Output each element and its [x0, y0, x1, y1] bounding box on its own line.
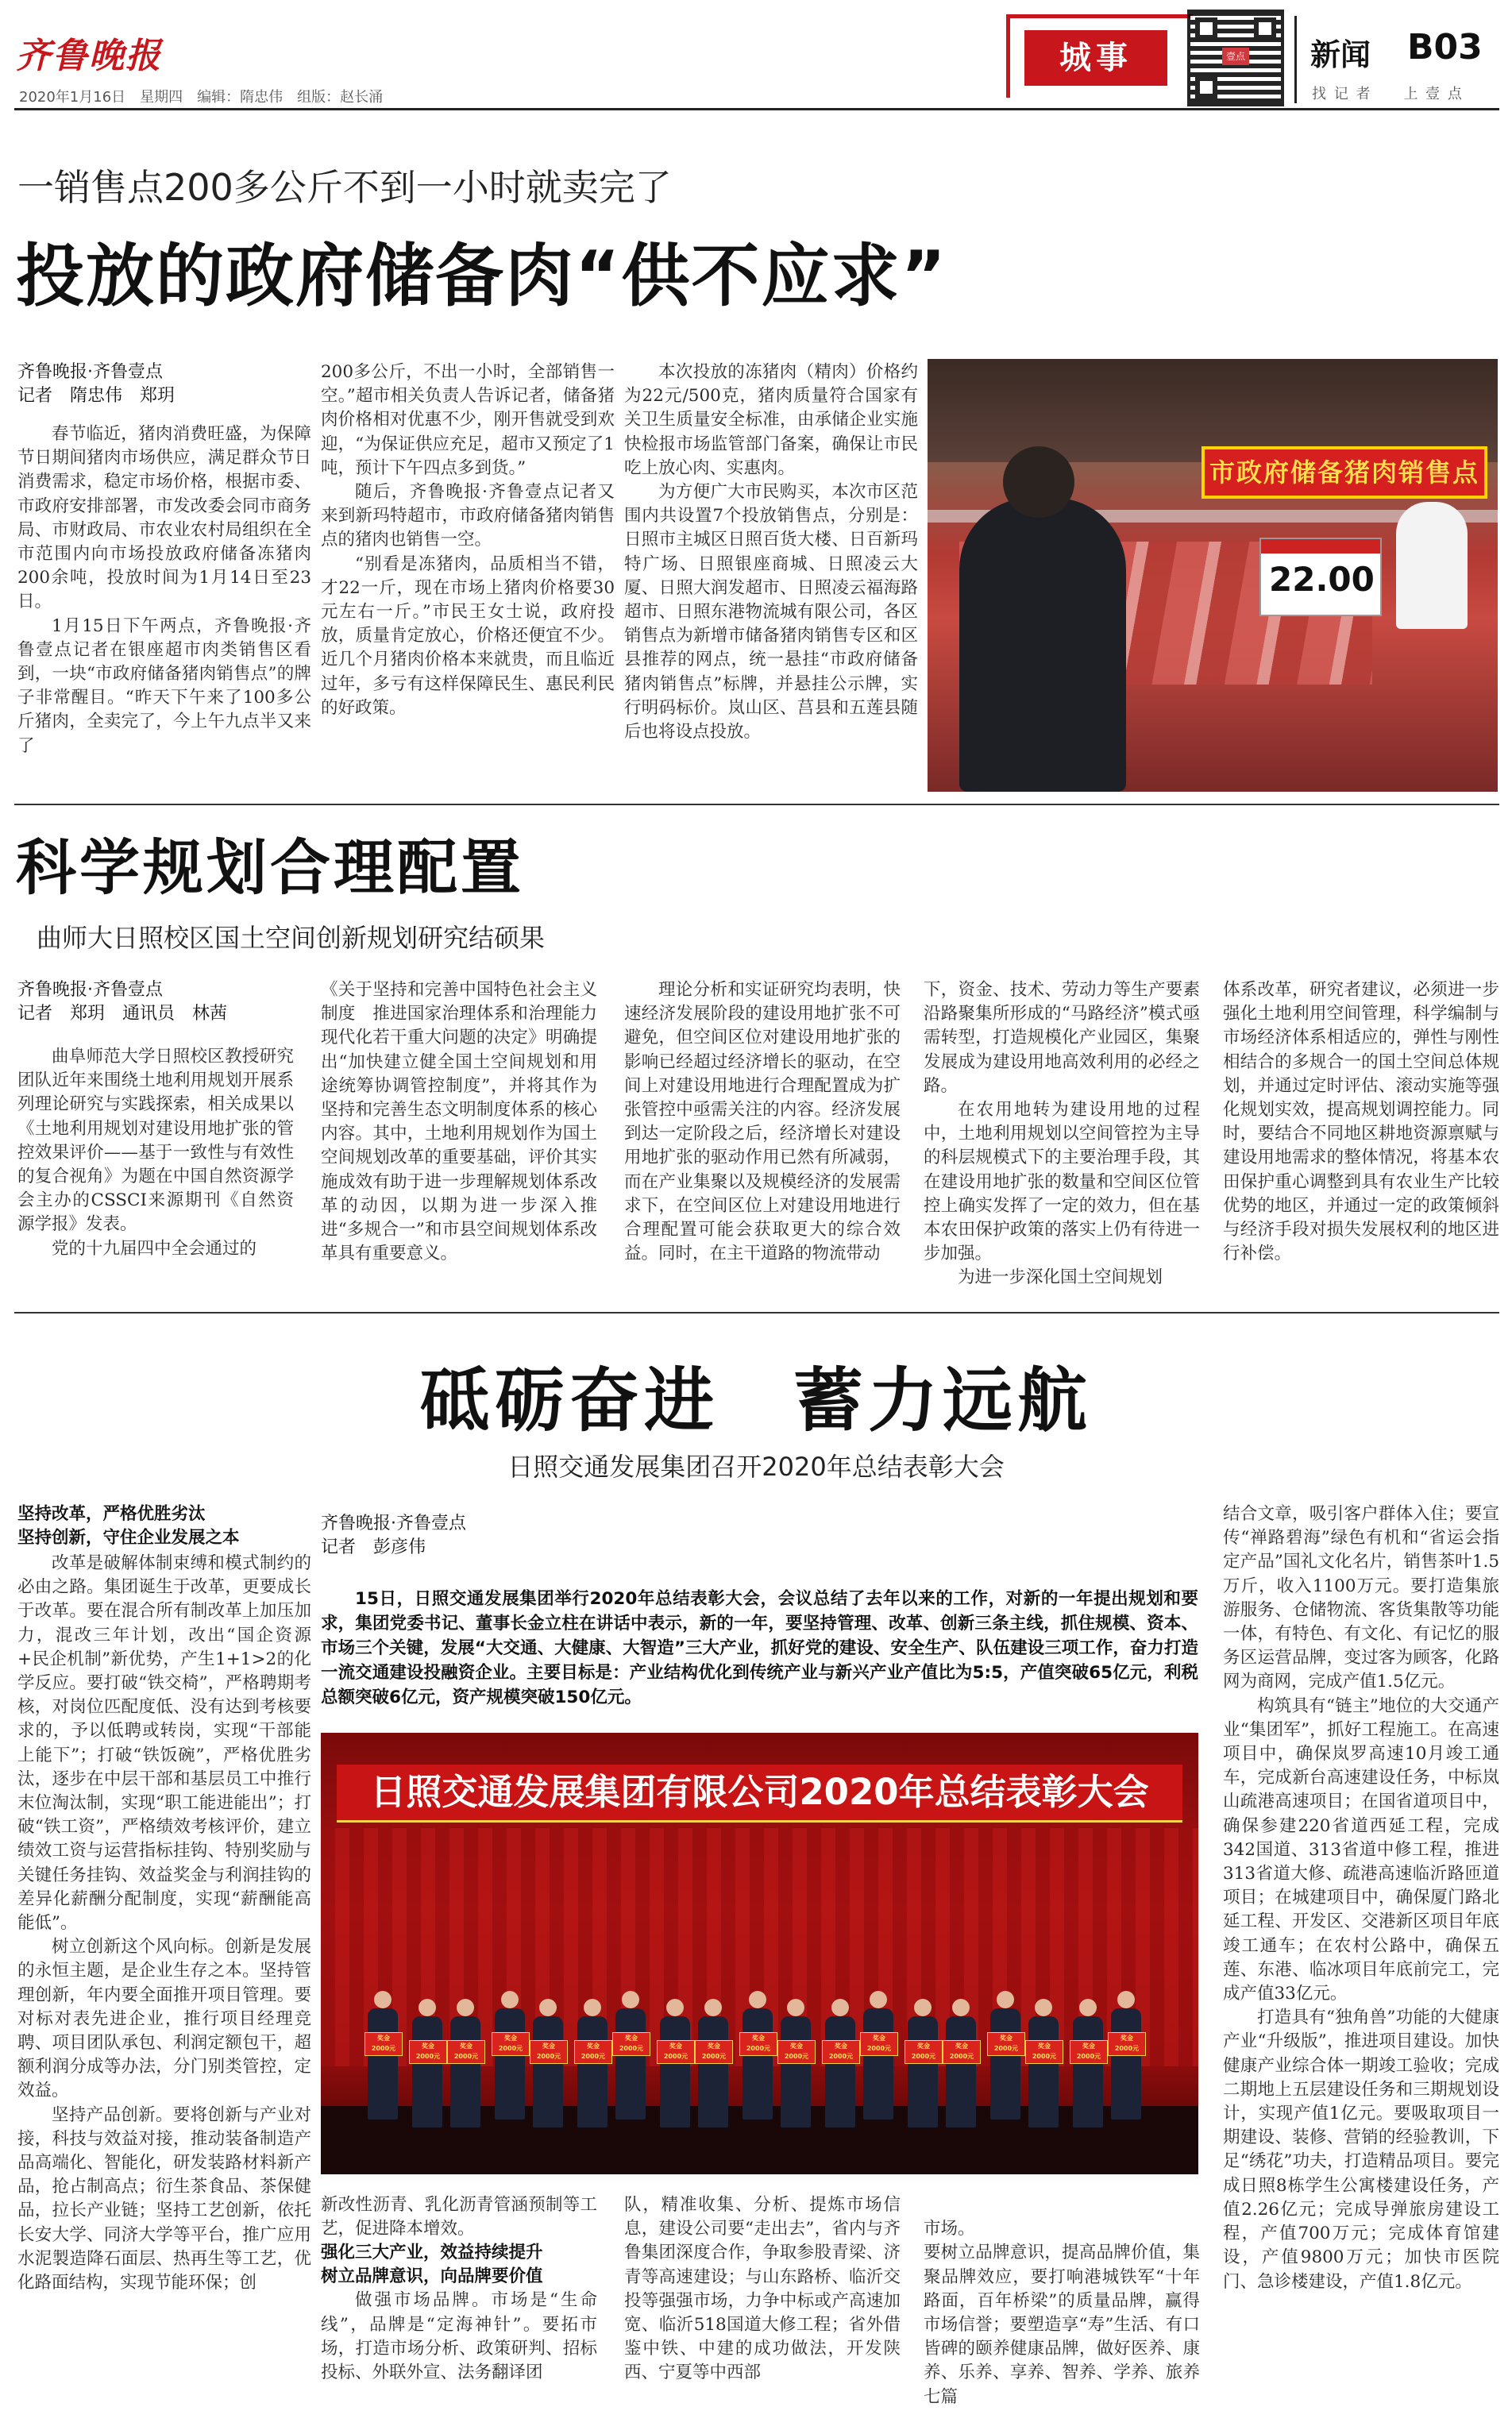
awardee-figure — [657, 1999, 692, 2130]
qr-code[interactable] — [1187, 10, 1284, 106]
plaque-label: 奖金 — [542, 2042, 555, 2050]
award-plaque — [409, 2040, 447, 2064]
masthead — [0, 0, 1512, 119]
paragraph: 在农用地转为建设用地的过程中，土地利用规划以空间管控为主导的科层规模式下的主要治理手段，其在建设用地扩张的数量和空间区位管控上确实发挥了一定的效力，但在基本农田保护政策的落实上仍有待进一步加强。 — [924, 1100, 1200, 1264]
awardee-figure — [1070, 1999, 1105, 2130]
article-transport-group — [0, 1313, 1512, 2434]
byline-reporters: 记者 郑玥 通讯员 林茜 — [17, 1004, 228, 1024]
award-plaque — [574, 2040, 612, 2064]
plaque-label: 奖金 — [669, 2042, 682, 2050]
article-column-1 — [17, 422, 311, 758]
awardee-figure — [492, 1991, 526, 2122]
paragraph: 为进一步深化国土空间规划 — [958, 1267, 1163, 1288]
byline-reporters: 记者 彭彦伟 — [321, 1537, 426, 1557]
plaque-amount: 2000元 — [866, 2045, 892, 2052]
section-tag — [1024, 30, 1167, 86]
award-plaque — [822, 2040, 860, 2064]
award-plaque — [364, 2032, 403, 2056]
plaque-label: 奖金 — [1082, 2042, 1095, 2050]
subhead-reform: 坚持改革，严格优胜劣汰 — [17, 1504, 206, 1524]
awardee-figure — [574, 1999, 609, 2130]
article-column-4 — [924, 978, 1200, 1290]
paragraph: “别看是冻猪肉，品质相当不错，才22一斤，现在市场上猪肉价格要30元左右一斤。”市民王女士说，政府投放，质量肯定放心，价格还便宜不少。近几个月猪肉价格本来就贵，而且临近过年，多亏有这样保障民生、惠民利民的好政策。 — [321, 554, 615, 718]
awardee-figure — [695, 1999, 730, 2130]
award-plaque — [1108, 2032, 1146, 2056]
awardee-figure — [860, 1991, 895, 2122]
under-photo-column-3 — [924, 2193, 1200, 2433]
awardee-figure — [1025, 1999, 1060, 2130]
under-photo-column-1 — [321, 2193, 597, 2385]
article-pork-reserve — [0, 119, 1512, 818]
paragraph: 曲阜师范大学日照校区教授研究团队近年来围绕土地利用规划开展系列理论研究与实践探索，相关成果以《土地利用规划对建设用地扩张的管控效果评价——基于一致性与有效性的复合视角》为题在中国自然资源学会主办的CSSCI来源期刊《自然资源学报》发表。 — [17, 1047, 294, 1235]
qr-center-label: 壹点 — [1222, 48, 1249, 65]
paragraph: 《关于坚持和完善中国特色社会主义制度 推进国家治理体系和治理能力现代化若干重大问题的决定》明确提出“加快建立健全国土空间规划和用途统筹协调管控制度”，并将其作为坚持和完善生态文明制度体系的核心内容。其中，土地利用规划作为国土空间规划改革的重要基础，评价其实施成效有助于进一步理解规划体系改革的动因，以期为进一步深入推进“多规合一”和市县空间规划体系改革具有重要意义。 — [321, 980, 597, 1264]
paragraph: 下，资金、技术、劳动力等生产要素沿路聚集所形成的“马路经济”模式亟需转型，打造规模化产业园区，集聚发展成为建设用地高效利用的必经之路。 — [924, 980, 1200, 1096]
paragraph: 随后，齐鲁晚报·齐鲁壹点记者又来到新玛特超市，市政府储备猪肉销售点的猪肉也销售一空。 — [321, 482, 615, 550]
plaque-amount: 2000元 — [619, 2045, 644, 2052]
plaque-label: 奖金 — [1120, 2035, 1133, 2042]
article-column-5 — [1223, 978, 1499, 1266]
sign-text: 市政府储备猪肉销售点 — [1209, 457, 1479, 488]
article-kicker: 一销售点200多公斤不到一小时就卖完了 — [17, 166, 672, 209]
award-plaque — [530, 2040, 568, 2064]
awardee-figure — [943, 1999, 978, 2130]
awardee-figure — [987, 1991, 1022, 2122]
plaque-label: 奖金 — [835, 2042, 847, 2050]
subhead-innovation: 坚持创新，守住企业发展之本 — [17, 1528, 240, 1548]
plaque-label: 奖金 — [460, 2042, 472, 2050]
byline — [17, 361, 319, 408]
paragraph: 本次投放的冻猪肉（精肉）价格约为22元/500克，猪肉质量符合国家有关卫生质量安全标准，由承储企业实施快检报市场监管部门备案，确保让市民吃上放心肉、实惠肉。 — [624, 362, 918, 478]
plaque-label: 奖金 — [625, 2035, 638, 2042]
sign-board — [1202, 446, 1487, 499]
paragraph: 春节临近，猪肉消费旺盛，为保障节日期间猪肉市场供应，满足群众节日消费需求，稳定市场价格，根据市委、市政府安排部署，市发改委会同市商务局、市财政局、市农业农村局组织在全市范围内向市场投放政府储备冻猪肉200余吨，投放时间为1月14日至23日。 — [17, 424, 311, 612]
paragraph: 200多公斤，不出一小时，全部销售一空。”超市相关负责人告诉记者，储备猪肉价格相对优惠不少，刚开售就受到欢迎，“为保证供应充足，超市又预定了1吨，预计下午四点多到货。” — [321, 362, 615, 478]
plaque-label: 奖金 — [752, 2035, 765, 2042]
paragraph: 1月15日下午两点，齐鲁晚报·齐鲁壹点记者在银座超市肉类销售区看到，一块“市政府储备猪肉销售点”的牌子非常醒目。“昨天下午来了100多公斤猪肉，全卖完了，今上午九点半又来了 — [17, 615, 311, 756]
award-plaque — [777, 2040, 816, 2064]
award-plaque — [1070, 2040, 1108, 2064]
awardee-figure — [822, 1999, 857, 2130]
paragraph: 体系改革，研究者建议，必须进一步强化土地利用空间管理，科学编制与市场经济体系相适应的，弹性与刚性相结合的多规合一的国土空间总体规划，并通过定时评估、滚动实施等强化规划实效，提高规划调控能力。同时，要结合不同地区耕地资源禀赋与建设用地需求的整体情况，将基本农田保护重心调整到具有农业生产比较优势的地区，并通过一定的政策倾斜与经济手段对损失发展权利的地区进行补偿。 — [1223, 980, 1499, 1264]
article-column-1 — [17, 1045, 294, 1261]
left-subheads — [17, 1502, 311, 1550]
paragraph: 做强市场品牌。市场是“生命线”，品牌是“定海神针”。要拓市场，打造市场分析、政策研判、招标投标、外联外宣、法务翻译团 — [321, 2290, 597, 2383]
photo-award-ceremony — [321, 1733, 1198, 2174]
paragraph: 打造具有“独角兽”功能的大健康产业“升级版”，推进项目建设。加快健康产业综合体一期竣工验收；完成二期地上五层建设任务和三期规划设计，实现产值1亿元。要吸取项目一期建设、装修、营销的经验教训，下足“绣花”功夫，打造精品项目。要完成日照8栋学生公寓楼建设任务，产值2.26亿元；完成导弹旅房建设工程，产值700万元；完成体育馆建设，产值9800万元；加快市医院门、急诊楼建设，产值1.8亿元。 — [1223, 2008, 1499, 2292]
paragraph: 树立创新这个风向标。创新是发展的永恒主题，是企业生存之本。坚持管理创新，年内要全面推开项目管理。要对标对表先进企业，推行项目经理竞聘、项目团队承包、利润定额包干，超额利润分成等办法，分门别类管控，定效益。 — [17, 1937, 311, 2101]
plaque-amount: 2000元 — [580, 2053, 606, 2060]
byline-reporters: 记者 隋忠伟 郑玥 — [17, 386, 176, 406]
awardee-figure — [409, 1999, 444, 2130]
paragraph: 为方便广大市民购买，本次市区范围内共设置7个投放销售点，分别是：日照市主城区日照百货大楼、日百新玛特广场、日照银座商城、日照凌云大厦、日照大润发超市、日照凌云福海路超市、日照东港物流城有限公司，各区销售点为新增市储备猪肉销售专区和区县推荐的网点，统一悬挂“市政府储备猪肉销售点”标牌，并悬挂公示牌，实行明码标价。岚山区、莒县和五莲县随后也将设点投放。 — [624, 482, 918, 743]
plaque-amount: 2000元 — [663, 2053, 688, 2060]
paragraph: 新改性沥青、乳化沥青管涵预制等工艺，促进降本增效。 — [321, 2195, 597, 2239]
plaque-label: 奖金 — [1000, 2035, 1012, 2042]
plaque-amount: 2000元 — [1032, 2053, 1057, 2060]
award-plaque — [695, 2040, 733, 2064]
price-text: 22.00 — [1269, 560, 1375, 599]
plaque-label: 奖金 — [873, 2035, 885, 2042]
paragraph: 坚持产品创新。要将创新与产业对接，科技与效益对接，推动装备制造产品高端化、智能化，研发装路材料新产品，抢占制高点；衍生茶食品、茶保健品，拉长产业链；坚持工艺创新，依托长安大学、同济大学等平台，推广应用水泥製造降石面层、热再生等工艺，优化路面结构，实现节能环保；创 — [17, 2104, 311, 2293]
article-land-planning — [0, 807, 1512, 1315]
masthead-divider — [1294, 16, 1297, 103]
byline-source: 齐鲁晚报·齐鲁壹点 — [321, 1514, 466, 1533]
plaque-amount: 2000元 — [536, 2053, 561, 2060]
photo-meat-counter — [928, 359, 1498, 792]
plaque-amount: 2000元 — [453, 2053, 479, 2060]
plaque-amount: 2000元 — [993, 2045, 1019, 2052]
article-headline: 科学规划合理配置 — [16, 832, 524, 903]
shopper-figure — [959, 498, 1126, 792]
dateline: 2020年1月16日 星期四 编辑：隋忠伟 组版：赵长涌 — [19, 89, 384, 106]
awardee-row — [364, 1991, 1159, 2126]
subhead-brand: 树立品牌意识，向品牌要价值 — [321, 2266, 543, 2287]
awardee-figure — [739, 1991, 774, 2122]
clerk-figure — [1396, 502, 1468, 629]
paragraph: 构筑具有“链主”地位的大交通产业“集团军”，抓好工程施工。在高速项目中，确保岚罗高速10月竣工通车，完成新台高速建设任务，中标岚山疏港高速项目；在国省道项目中，确保参建220省道西延工程，完成342国道、313省道中修工程，推进313省道大修、疏港高速临沂路匝道项目；在城建项目中，确保厦门路北延工程、开发区、交港新区项目年底竣工通车；在农村公路中，确保五莲、东港、临冰项目年底前完工，完成产值33亿元。 — [1223, 1695, 1499, 2004]
plaque-label: 奖金 — [955, 2042, 968, 2050]
plaque-amount: 2000元 — [911, 2053, 936, 2060]
tagline: 找 记 者 上 壹 点 — [1312, 86, 1464, 102]
subhead-industries: 强化三大产业，效益持续提升 — [321, 2243, 543, 2263]
article-headline: 砥砺奋进 蓄力远航 — [419, 1360, 1092, 1441]
stage-banner — [337, 1765, 1182, 1823]
award-plaque — [739, 2032, 777, 2056]
section-divider — [14, 804, 1499, 805]
plaque-amount: 2000元 — [828, 2053, 854, 2060]
article-subhead: 日照交通发展集团召开2020年总结表彰大会 — [507, 1452, 1005, 1482]
byline-source: 齐鲁晚报·齐鲁壹点 — [17, 980, 163, 1000]
plaque-label: 奖金 — [917, 2042, 930, 2050]
awardee-figure — [364, 1991, 399, 2122]
award-plaque — [492, 2032, 530, 2056]
plaque-amount: 2000元 — [784, 2053, 809, 2060]
plaque-amount: 2000元 — [371, 2045, 396, 2052]
page-number: B03 — [1407, 27, 1483, 68]
award-plaque — [1025, 2040, 1063, 2064]
article-column-left — [17, 1552, 311, 2295]
article-column-2 — [321, 978, 597, 1266]
plaque-label: 奖金 — [587, 2042, 600, 2050]
article-column-3 — [624, 978, 901, 1266]
channel-label: 新闻 — [1310, 37, 1371, 72]
plaque-label: 奖金 — [377, 2035, 390, 2042]
plaque-label: 奖金 — [708, 2042, 720, 2050]
article-column-right — [1223, 1502, 1499, 2294]
award-plaque — [447, 2040, 485, 2064]
awardee-figure — [777, 1999, 812, 2130]
plaque-label: 奖金 — [504, 2035, 517, 2042]
newspaper-logo: 齐鲁晚报 — [16, 36, 162, 76]
banner-text: 日照交通发展集团有限公司2020年总结表彰大会 — [370, 1771, 1149, 1813]
article-headline: 投放的政府储备肉“供不应求” — [16, 237, 948, 316]
price-tag — [1259, 538, 1382, 616]
awardee-figure — [612, 1991, 647, 2122]
byline — [321, 1512, 623, 1560]
paragraph: 改革是破解体制束缚和模式制约的必由之路。集团诞生于改革，更要成长于改革。要在混合所有制改革上加压加力，混改三年计划，改出“国企资源+民企机制”新优势，产生1+1>2的化学反应。要打破“铁交椅”，严格聘期考核，对岗位匹配度低、没有达到考核要求的，予以低聘或转岗，实现“干部能上能下”；打破“铁饭碗”，严格优胜劣汰，逐步在中层干部和基层员工中推行末位淘汰制，实现“职工能进能出”；打破“铁工资”，严格绩效考核评价，建立绩效工资与运营指标挂钩、特别奖励与关键任务挂钩、效益奖金与利润挂钩的差异化薪酬分配制度，实现“薪酬能高能低”。 — [17, 1553, 311, 1934]
article-lead: 15日，日照交通发展集团举行2020年总结表彰大会，会议总结了去年以来的工作，对新的一年提出规划和要求，集团党委书记、董事长金立柱在讲话中表示，新的一年，要坚持管理、改革、创新三条主线，抓住规模、资本、市场三个关键，发展“大交通、大健康、大智造”三大产业，抓好党的建设、安全生产、队伍建设三项工作，奋力打造一流交通建设投融资企业。主要目标是：产业结构优化到传统产业与新兴产业产值比为5:5，产值突破65亿元，利税总额突破6亿元，资产规模突破150亿元。 — [321, 1589, 1198, 1707]
section-label: 城事 — [1059, 40, 1132, 76]
plaque-amount: 2000元 — [701, 2053, 727, 2060]
plaque-amount: 2000元 — [1114, 2045, 1140, 2052]
plaque-amount: 2000元 — [498, 2045, 523, 2052]
awardee-figure — [447, 1999, 482, 2130]
byline-source: 齐鲁晚报·齐鲁壹点 — [17, 362, 163, 382]
article-column-2 — [321, 361, 615, 720]
paragraph: 党的十九届四中全会通过的 — [52, 1238, 257, 1259]
plaque-label: 奖金 — [1038, 2042, 1051, 2050]
masthead-rule — [14, 108, 1499, 110]
plaque-label: 奖金 — [422, 2042, 434, 2050]
under-photo-column-2 — [624, 2193, 901, 2386]
plaque-amount: 2000元 — [746, 2045, 771, 2052]
award-plaque — [612, 2032, 650, 2056]
article-column-3 — [624, 361, 918, 744]
byline — [17, 978, 319, 1026]
plaque-amount: 2000元 — [1076, 2053, 1101, 2060]
paragraph: 理论分析和实证研究均表明，快速经济发展阶段的建设用地扩张不可避免，但空间区位对建设用地扩张的影响已经超过经济增长的驱动，在空间上对建设用地进行合理配置成为扩张管控中亟需关注的内容。经济发展到达一定阶段之后，经济增长对建设用地扩张的驱动作用已然有所减弱，而在产业集聚以及规模经济的发展需求下，在空间区位上对建设用地进行合理配置可能会获取更大的综合效益。同时，在主干道路的物流带动 — [624, 980, 901, 1264]
plaque-label: 奖金 — [790, 2042, 803, 2050]
awardee-figure — [904, 1999, 939, 2130]
award-plaque — [657, 2040, 695, 2064]
award-plaque — [904, 2040, 943, 2064]
paragraph: 队，精准收集、分析、提炼市场信息，建设公司要“走出去”，省内与齐鲁集团深度合作，争取参股青梁、济青等高速建设；与山东路桥、临沂交投等强强市场，力争中标或产高速加宽、临沂518国道大修工程；省外借鉴中铁、中建的成功做法，开发陕西、宁夏等中西部 — [624, 2195, 901, 2383]
awardee-figure — [530, 1999, 565, 2130]
award-plaque — [987, 2032, 1025, 2056]
awardee-figure — [1108, 1991, 1143, 2122]
paragraph: 市场。 要树立品牌意识，提高品牌价值，集聚品牌效应，要打响港城铁军“十年路面，百年桥梁”的质量品牌，赢得市场信誉；要塑造享“寿”生活、有口皆碑的颐养健康品牌，做好医养、康养、乐养、享养、智养、学养、旅养七篇 — [924, 2219, 1200, 2407]
award-plaque — [943, 2040, 981, 2064]
award-plaque — [860, 2032, 898, 2056]
article-subhead: 曲师大日照校区国土空间创新规划研究结硕果 — [37, 923, 546, 953]
plaque-amount: 2000元 — [415, 2053, 441, 2060]
plaque-amount: 2000元 — [949, 2053, 974, 2060]
paragraph: 结合文章，吸引客户群体入住；要宣传“禅路碧海”绿色有机和“省运会指定产品”国礼文化名片，销售茶叶1.5万斤，收入1100万元。要打造集旅游服务、仓储物流、客货集散等功能一体，有特色、有文化、有记忆的服务区运营品牌，变过客为顾客，化路网为商网，完成产值1.5亿元。 — [1223, 1504, 1499, 1692]
